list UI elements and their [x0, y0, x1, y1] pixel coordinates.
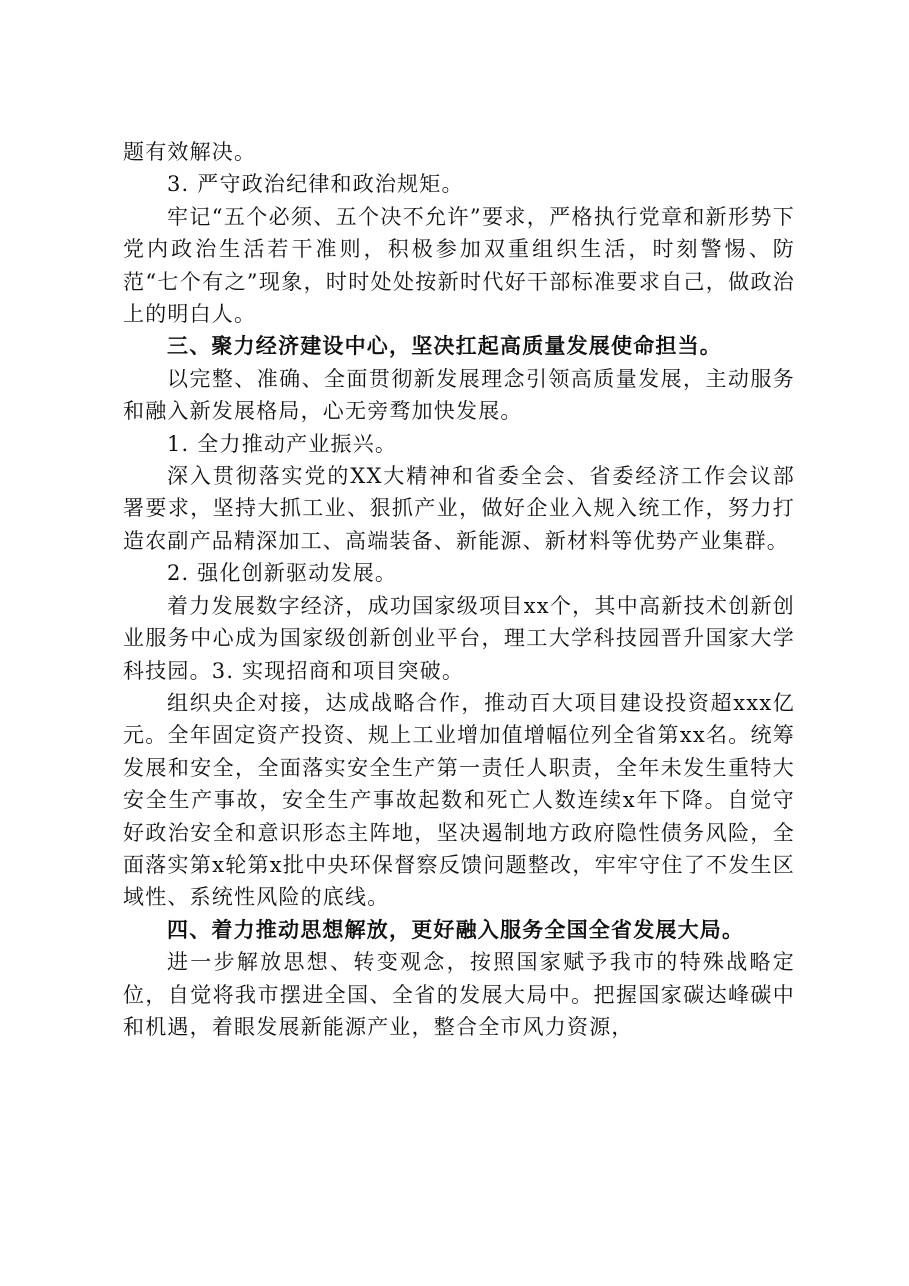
paragraph-innovation: 着力发展数字经济，成功国家级项目xx个，其中高新技术创新创业服务中心成为国家级创新创业平台，理工大学科技园晋升国家大学科技园。3. 实现招商和项目突破。	[123, 593, 795, 683]
paragraph-industry: 深入贯彻落实党的XX大精神和省委全会、省委经济工作会议部署要求，坚持大抓工业、狠抓产业，做好企业入规入统工作，努力打造农副产品精深加工、高端装备、新能源、新材料等优势产业集群。	[123, 464, 795, 553]
paragraph-political-rules: 牢记“五个必须、五个决不允许”要求，严格执行党章和新形势下党内政治生活若干准则，积极参加双重组织生活，时刻警惕、防范“七个有之”现象，时时处处按新时代好干部标准要求自己，做政治上的明白人。	[123, 204, 795, 327]
item-heading-3-political-discipline: 3. 严守政治纪律和政治规矩。	[167, 172, 464, 197]
item-heading-2-innovation: 2. 强化创新驱动发展。	[167, 561, 398, 586]
paragraph-continuation: 题有效解决。	[123, 140, 257, 164]
section-heading-3: 三、聚力经济建设中心，坚决扛起高质量发展使命担当。	[167, 334, 722, 359]
paragraph-new-development: 以完整、准确、全面贯彻新发展理念引领高质量发展，主动服务和融入新发展格局，心无旁骛加快发展。	[123, 366, 795, 424]
paragraph-ideas-liberation: 进一步解放思想、转变观念，按照国家赋予我市的特殊战略定位，自觉将我市摆进全国、全省的发展大局中。把握国家碳达峰碳中和机遇，着眼发展新能源产业，整合全市风力资源，	[123, 950, 795, 1039]
section-heading-4: 四、着力推动思想解放，更好融入服务全国全省发展大局。	[167, 917, 745, 942]
document-body	[123, 136, 795, 1043]
item-heading-1-industry: 1. 全力推动产业振兴。	[167, 431, 398, 456]
paragraph-investment-safety: 组织央企对接，达成战略合作，推动百大项目建设投资超xxx亿元。全年固定资产投资、规上工业增加值增幅位列全省第xx名。统筹发展和安全，全面落实安全生产第一责任人职责，全年未发生重特大安全生产事故，安全生产事故起数和死亡人数连续x年下降。自觉守好政治安全和意识形态主阵地，坚决遏制地方政府隐性债务风险，全面落实第x轮第x批中央环保督察反馈问题整改，牢牢守住了不发生区域性、系统性风险的底线。	[123, 690, 795, 910]
